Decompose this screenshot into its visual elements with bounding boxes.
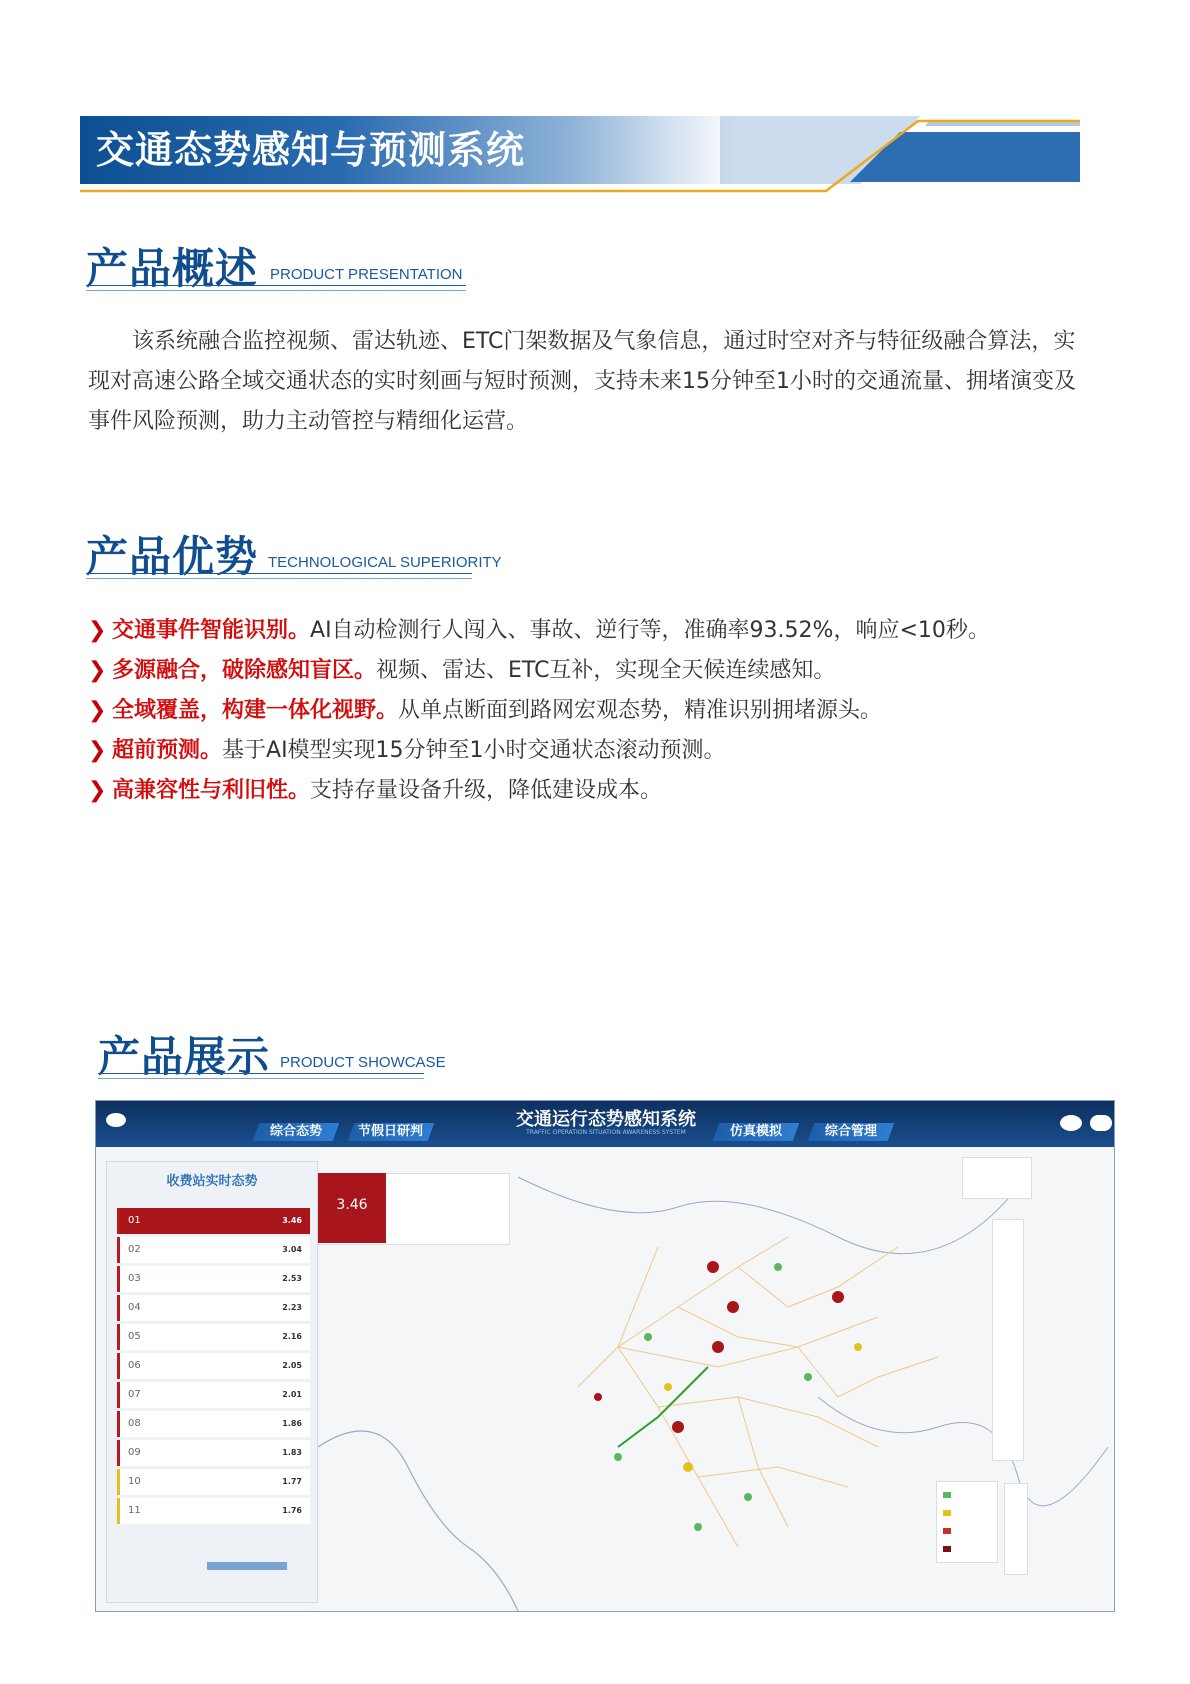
table-row[interactable]: 05 2.16 [117,1324,310,1350]
chevron-right-icon: ❯ [88,658,107,683]
advantage-text: 视频、雷达、ETC互补，实现全天候连续感知。 [376,658,836,683]
showcase-underline-thin [98,1078,424,1079]
advantage-highlight: 全域覆盖，构建一体化视野。 [112,698,399,723]
tab-management[interactable]: 综合管理 [808,1123,895,1141]
page-title: 交通态势感知与预测系统 [80,116,736,184]
chevron-right-icon: ❯ [88,738,107,763]
advantage-item [88,656,1108,686]
legend-swatch-red [943,1528,951,1534]
chevron-right-icon: ❯ [88,698,107,723]
advantages-underline [86,573,472,574]
overview-underline-thin [86,290,466,291]
advantage-text: AI自动检测行人闯入、事故、逆行等，准确率93.52%，响应<10秒。 [310,618,990,643]
showcase-subheading: PRODUCT SHOWCASE [280,1054,446,1071]
zoom-controls[interactable] [1004,1483,1028,1575]
system-title: 交通运行态势感知系统 [516,1109,696,1130]
advantage-text: 从单点断面到路网宏观态势，精准识别拥堵源头。 [398,698,883,723]
table-row[interactable]: 04 2.23 [117,1295,310,1321]
overview-heading: 产品概述 [86,244,259,293]
tab-holiday[interactable]: 节假日研判 [348,1123,435,1141]
overview-subheading: PRODUCT PRESENTATION [270,266,463,283]
overview-underline [86,285,466,286]
advantage-text: 支持存量设备升级，降低建设成本。 [310,778,663,803]
table-row[interactable]: 08 1.86 [117,1411,310,1437]
tab-overview[interactable]: 综合态势 [253,1123,340,1141]
showcase-underline [98,1073,424,1074]
table-row[interactable]: 09 1.83 [117,1440,310,1466]
table-row[interactable]: 11 1.76 [117,1498,310,1524]
advantage-item [88,736,1108,766]
table-row[interactable]: 10 1.77 [117,1469,310,1495]
logo-icon [106,1113,126,1127]
legend-swatch-darkred [943,1546,951,1552]
map-legend [936,1481,998,1563]
advantages-heading: 产品优势 [86,532,259,581]
table-row[interactable]: 03 2.53 [117,1266,310,1292]
weather-widget [962,1157,1032,1199]
table-row[interactable]: 01 3.46 [117,1208,310,1234]
advantages-subheading: TECHNOLOGICAL SUPERIORITY [268,554,502,571]
table-row[interactable]: 06 2.05 [117,1353,310,1379]
toll-station-panel [106,1161,318,1603]
advantage-item [88,616,1108,646]
table-row[interactable]: 07 2.01 [117,1382,310,1408]
overview-paragraph: 该系统融合监控视频、雷达轨迹、ETC门架数据及气象信息，通过时空对齐与特征级融合算法，实现对高速公路全域交通状态的实时刻画与短时预测，支持未来15分钟至1小时的交通流量、拥堵演变及事件风险预测，助力主动管控与精细化运营。 [88,329,1076,434]
advantages-underline-thin [86,578,472,579]
popup-value: 3.46 [336,1197,368,1213]
chevron-right-icon: ❯ [88,618,107,643]
pagination[interactable] [207,1562,287,1570]
system-subtitle: TRAFFIC OPERATION SITUATION AWARENESS SYSTEM [526,1129,686,1136]
user-avatar[interactable] [1060,1115,1082,1131]
table-row[interactable]: 02 3.04 [117,1237,310,1263]
exit-button[interactable] [1090,1115,1112,1131]
legend-swatch-yellow [943,1510,951,1516]
advantage-item [88,776,1108,806]
advantage-highlight: 超前预测。 [112,738,223,763]
advantage-highlight: 交通事件智能识别。 [112,618,311,643]
advantage-highlight: 多源融合，破除感知盲区。 [112,658,377,683]
advantage-text: 基于AI模型实现15分钟至1小时交通状态滚动预测。 [222,738,726,763]
product-screenshot [95,1100,1115,1612]
legend-swatch-green [943,1492,951,1498]
chevron-right-icon: ❯ [88,778,107,803]
popup-value-card [318,1173,386,1243]
advantage-item [88,696,1108,726]
tab-simulation[interactable]: 仿真模拟 [713,1123,800,1141]
panel-title: 收费站实时态势 [166,1174,258,1189]
tool-sidebar[interactable] [992,1219,1024,1461]
advantage-highlight: 高兼容性与利旧性。 [112,778,311,803]
showcase-heading: 产品展示 [98,1032,271,1081]
